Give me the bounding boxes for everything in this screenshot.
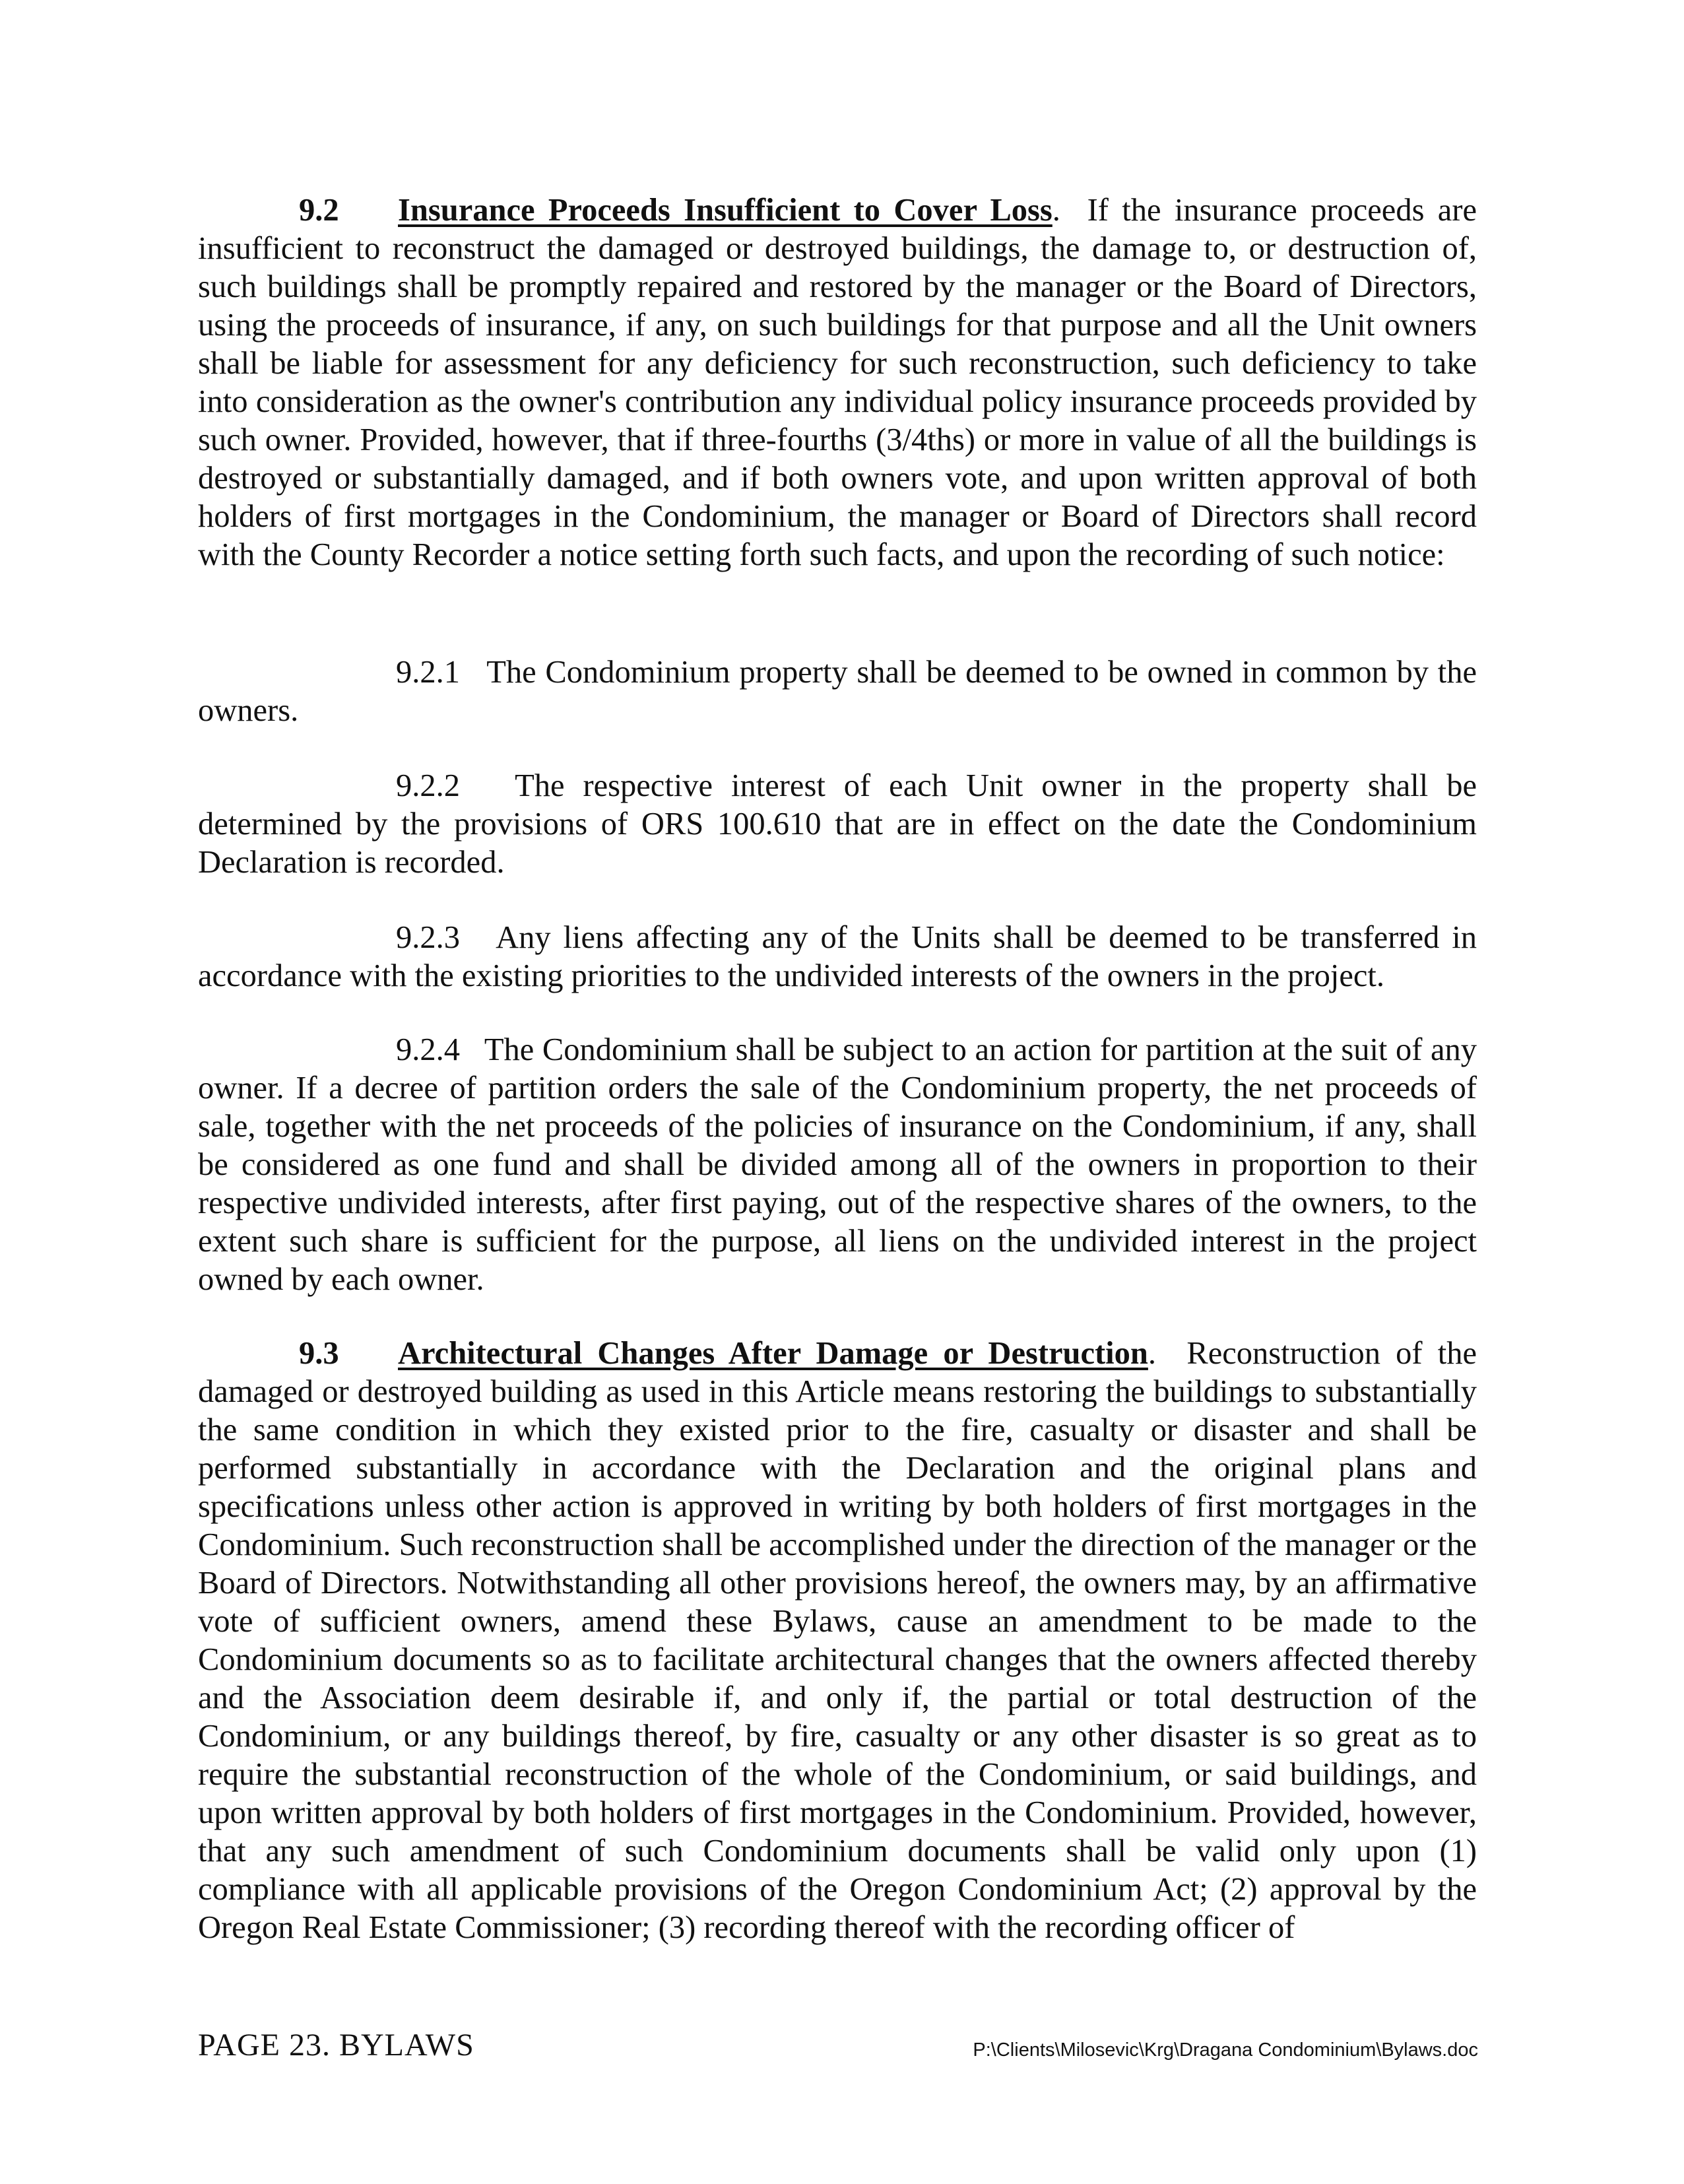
section-9-2-paragraph [198, 191, 1477, 574]
footer-file-path: P:\Clients\Milosevic\Krg\Dragana Condominium\Bylaws.doc [973, 2039, 1478, 2061]
section-heading: Architectural Changes After Damage or Destruction [398, 1336, 1148, 1371]
footer-page-label: PAGE 23. BYLAWS [198, 2028, 474, 2063]
subsection-number: 9.2.2 [396, 768, 460, 803]
heading-punctuation: . [1148, 1336, 1156, 1371]
section-9-3-paragraph [198, 1335, 1477, 1947]
section-number: 9.3 [299, 1336, 339, 1371]
subsection-body-text: The Condominium shall be subject to an action for partition at the suit of any owner. If a decree of partition orders the sale of the Condominium property, the net proceeds of sale, together with the net proceeds of the policies of insurance on the Condominium, if any, shall be considered as one fund and shall be divided among all of the owners in proportion to their respective undivided interests, after first paying, out of the respective shares of the owners, to the extent such share is sufficient for the purpose, all liens on the undivided interest in the project owned by each owner. [198, 1032, 1477, 1297]
section-9-2-4-paragraph [198, 1031, 1477, 1299]
section-heading: Insurance Proceeds Insufficient to Cover Loss [398, 193, 1052, 228]
section-9-2-1-paragraph [198, 653, 1477, 730]
subsection-number: 9.2.4 [396, 1032, 460, 1067]
section-number: 9.2 [299, 193, 339, 228]
subsection-number: 9.2.1 [396, 655, 460, 690]
section-body-text: If the insurance proceeds are insufficient to reconstruct the damaged or destroyed buildings, the damage to, or destruction of, such buildings shall be promptly repaired and restored by the manager or the Board of Directors, using the proceeds of insurance, if any, on such buildings for that purpose and all the Unit owners shall be liable for assessment for any deficiency for such reconstruction, such deficiency to take into consideration as the owner's contribution any individual policy insurance proceeds provided by such owner. Provided, however, that if three-fourths (3/4ths) or more in value of all the buildings is destroyed or substantially damaged, and if both owners vote, and upon written approval of both holders of first mortgages in the Condominium, the manager or Board of Directors shall record with the County Recorder a notice setting forth such facts, and upon the recording of such notice: [198, 193, 1477, 572]
section-body-text: Reconstruction of the damaged or destroyed building as used in this Article means restoring the buildings to substantially the same condition in which they existed prior to the fire, casualty or disaster and shall be performed substantially in accordance with the Declaration and the original plans and specifications unless other action is approved in writing by both holders of first mortgages in the Condominium. Such reconstruction shall be accomplished under the direction of the manager or the Board of Directors. Notwithstanding all other provisions hereof, the owners may, by an affirmative vote of sufficient owners, amend these Bylaws, cause an amendment to be made to the Condominium documents so as to facilitate architectural changes that the owners affected thereby and the Association deem desirable if, and only if, the partial or total destruction of the Condominium, or any buildings thereof, by fire, casualty or any other disaster is so great as to require the substantial reconstruction of the whole of the Condominium, or said buildings, and upon written approval by both holders of first mortgages in the Condominium. Provided, however, that any such amendment of such Condominium documents shall be valid only upon (1) compliance with all applicable provisions of the Oregon Condominium Act; (2) approval by the Oregon Real Estate Commissioner; (3) recording thereof with the recording officer of [198, 1336, 1477, 1945]
heading-punctuation: . [1052, 193, 1060, 228]
subsection-body-text: The Condominium property shall be deemed to be owned in common by the owners. [198, 655, 1477, 728]
subsection-body-text: The respective interest of each Unit owner in the property shall be determined by the provisions of ORS 100.610 that are in effect on the date the Condominium Declaration is recorded. [198, 768, 1477, 880]
subsection-number: 9.2.3 [396, 920, 460, 955]
section-9-2-3-paragraph [198, 919, 1477, 995]
section-9-2-2-paragraph [198, 767, 1477, 882]
subsection-body-text: Any liens affecting any of the Units shall be deemed to be transferred in accordance with the existing priorities to the undivided interests of the owners in the project. [198, 920, 1477, 993]
